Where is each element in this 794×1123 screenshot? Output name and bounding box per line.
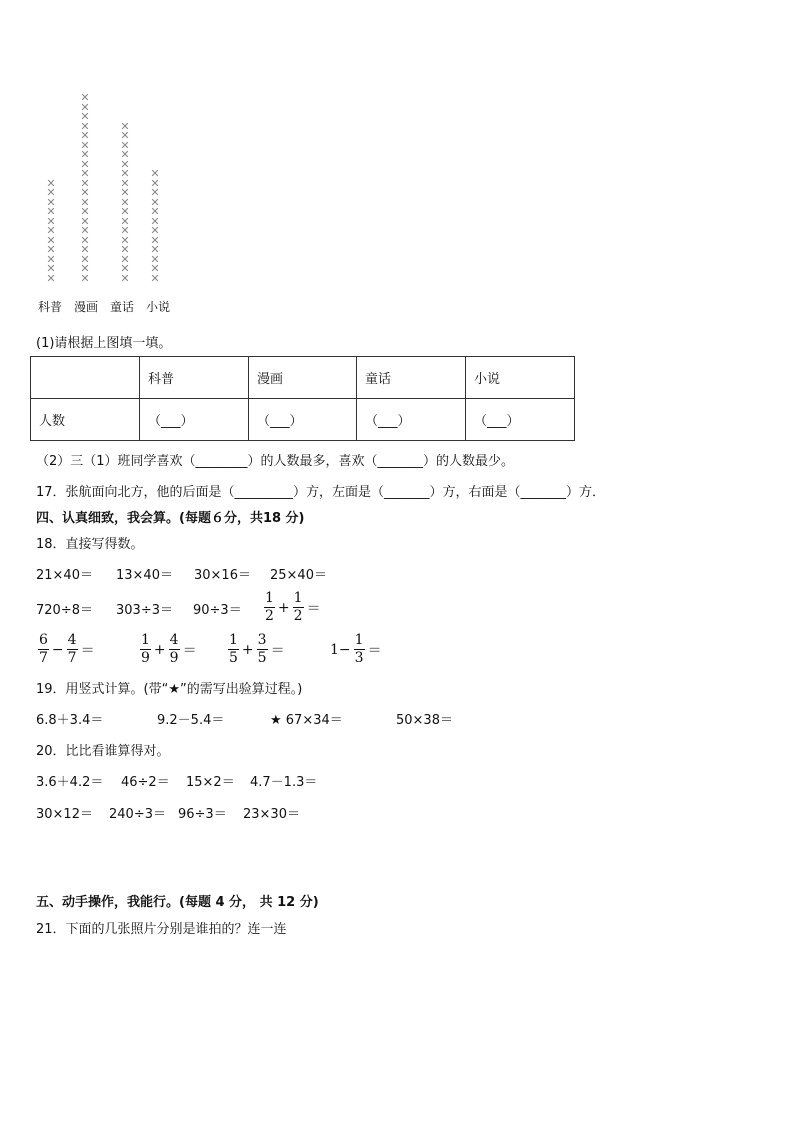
tally-mark-icon: ✕ bbox=[80, 271, 90, 285]
answer-blank[interactable]: （___） bbox=[140, 399, 249, 441]
q19-item: 9.2－5.4＝ bbox=[157, 713, 225, 728]
q21: 21．下面的几张照片分别是谁拍的？连一连 bbox=[36, 922, 287, 937]
tally-mark-icon: ✕ bbox=[120, 167, 130, 180]
section-4-heading: 四、认真细致，我会算。(每题６分，共18 分) bbox=[36, 511, 305, 526]
tally-mark-icon: ✕ bbox=[120, 262, 130, 275]
tally-mark-icon: ✕ bbox=[46, 195, 56, 209]
tally-mark-icon: ✕ bbox=[46, 224, 56, 237]
q20-item: 15×2＝ bbox=[186, 775, 235, 790]
q20-item: 4.7－1.3＝ bbox=[250, 775, 318, 790]
q18-item: 25×40＝ bbox=[270, 568, 327, 583]
q20-item: 3.6＋4.2＝ bbox=[36, 775, 104, 790]
tally-mark-icon: ✕ bbox=[120, 157, 130, 171]
tally-mark-icon: ✕ bbox=[150, 271, 160, 285]
q19-item: 6.8＋3.4＝ bbox=[36, 713, 104, 728]
tally-mark-icon: ✕ bbox=[120, 243, 130, 256]
q18-item: 303÷3＝ bbox=[116, 603, 173, 618]
tally-mark-icon: ✕ bbox=[150, 233, 160, 247]
tally-mark-icon: ✕ bbox=[120, 195, 130, 209]
tally-mark-icon: ✕ bbox=[120, 252, 130, 266]
tally-mark-icon: ✕ bbox=[46, 252, 56, 266]
tally-mark-icon: ✕ bbox=[80, 176, 90, 190]
table-header-cell: 漫画 bbox=[249, 357, 357, 399]
q18-item: 30×16＝ bbox=[194, 568, 251, 583]
tally-mark-icon: ✕ bbox=[150, 214, 160, 228]
tally-mark-icon: ✕ bbox=[120, 129, 130, 142]
tally-mark-icon: ✕ bbox=[150, 186, 160, 199]
table-row-label: 人数 bbox=[31, 399, 140, 441]
tally-mark-icon: ✕ bbox=[120, 119, 130, 133]
tally-mark-icon: ✕ bbox=[80, 91, 90, 104]
tally-mark-icon: ✕ bbox=[80, 252, 90, 266]
tally-mark-icon: ✕ bbox=[80, 262, 90, 275]
tally-mark-icon: ✕ bbox=[120, 205, 130, 218]
q16-part2: （2）三（1）班同学喜欢（________）的人数最多，喜欢（_______）的人数最少。 bbox=[36, 454, 515, 469]
answer-blank[interactable]: （___） bbox=[357, 399, 466, 441]
table-header-cell: 童话 bbox=[357, 357, 466, 399]
category-label-xiaoshuo: 小说 bbox=[146, 300, 171, 314]
tally-mark-icon: ✕ bbox=[46, 205, 56, 218]
tally-mark-icon: ✕ bbox=[80, 100, 90, 114]
q20-prompt: 20．比比看谁算得对。 bbox=[36, 744, 170, 759]
tally-mark-icon: ✕ bbox=[46, 262, 56, 275]
tally-mark-icon: ✕ bbox=[150, 195, 160, 209]
tally-mark-icon: ✕ bbox=[80, 148, 90, 161]
tally-mark-icon: ✕ bbox=[120, 214, 130, 228]
tally-mark-icon: ✕ bbox=[120, 224, 130, 237]
count-table bbox=[30, 356, 575, 441]
tally-mark-icon: ✕ bbox=[120, 176, 130, 190]
tally-mark-icon: ✕ bbox=[80, 129, 90, 142]
q20-item: 240÷3＝ bbox=[109, 807, 166, 822]
tally-mark-icon: ✕ bbox=[46, 214, 56, 228]
tally-mark-icon: ✕ bbox=[150, 262, 160, 275]
table-header-cell: 小说 bbox=[466, 357, 575, 399]
section-5-heading: 五、动手操作，我能行。(每题 4 分， 共 12 分) bbox=[36, 895, 319, 910]
tally-mark-icon: ✕ bbox=[46, 271, 56, 285]
answer-blank[interactable]: （___） bbox=[466, 399, 575, 441]
q20-item: 46÷2＝ bbox=[121, 775, 170, 790]
fraction-expression: $\frac{1}{5}$ + $\frac{3}{5}$ ＝ bbox=[229, 632, 285, 666]
q18-item: 90÷3＝ bbox=[193, 603, 242, 618]
q19-item: ★ 67×34＝ bbox=[270, 713, 343, 728]
tally-mark-icon: ✕ bbox=[80, 119, 90, 133]
fraction-expression: $\frac{1}{9}$ + $\frac{4}{9}$ ＝ bbox=[141, 632, 197, 666]
tally-mark-icon: ✕ bbox=[150, 176, 160, 190]
tally-mark-icon: ✕ bbox=[80, 205, 90, 218]
tally-mark-icon: ✕ bbox=[150, 167, 160, 180]
tally-mark-icon: ✕ bbox=[150, 205, 160, 218]
tally-mark-icon: ✕ bbox=[80, 214, 90, 228]
tally-mark-icon: ✕ bbox=[150, 224, 160, 237]
fraction-expression: $\frac{1}{2}$ + $\frac{1}{2}$ ＝ bbox=[265, 590, 321, 624]
table-header-cell bbox=[31, 357, 140, 399]
tally-mark-icon: ✕ bbox=[80, 186, 90, 199]
q18-prompt: 18．直接写得数。 bbox=[36, 537, 144, 552]
tally-mark-icon: ✕ bbox=[150, 243, 160, 256]
tally-mark-icon: ✕ bbox=[80, 195, 90, 209]
q19-prompt: 19．用竖式计算。(带“★”的需写出验算过程。) bbox=[36, 682, 303, 697]
tally-mark-icon: ✕ bbox=[46, 233, 56, 247]
table-row bbox=[31, 399, 575, 441]
fraction-expression: 1− $\frac{1}{3}$ ＝ bbox=[330, 632, 382, 666]
tally-mark-icon: ✕ bbox=[46, 243, 56, 256]
tally-mark-icon: ✕ bbox=[150, 252, 160, 266]
category-label-manhua: 漫画 bbox=[74, 300, 99, 314]
q18-item: 21×40＝ bbox=[36, 568, 93, 583]
tally-mark-icon: ✕ bbox=[120, 186, 130, 199]
tally-mark-icon: ✕ bbox=[80, 224, 90, 237]
tally-mark-icon: ✕ bbox=[80, 233, 90, 247]
q18-item: 720÷8＝ bbox=[36, 603, 93, 618]
tally-mark-icon: ✕ bbox=[120, 148, 130, 161]
q20-item: 96÷3＝ bbox=[178, 807, 227, 822]
table-header-row bbox=[31, 357, 575, 399]
q17: 17．张航面向北方，他的后面是（_________）方，左面是（_______）方，右面是（_______）方． bbox=[36, 485, 606, 500]
tally-mark-icon: ✕ bbox=[46, 176, 56, 190]
tally-mark-icon: ✕ bbox=[120, 271, 130, 285]
tally-mark-icon: ✕ bbox=[120, 233, 130, 247]
fraction-expression: $\frac{6}{7}$ − $\frac{4}{7}$ ＝ bbox=[39, 632, 95, 666]
q19-item: 50×38＝ bbox=[396, 713, 453, 728]
tally-mark-icon: ✕ bbox=[120, 138, 130, 152]
q16-part1-prompt: (1)请根据上图填一填。 bbox=[36, 336, 172, 351]
tally-mark-icon: ✕ bbox=[80, 138, 90, 152]
tally-mark-icon: ✕ bbox=[46, 186, 56, 199]
table-header-cell: 科普 bbox=[140, 357, 249, 399]
answer-blank[interactable]: （___） bbox=[249, 399, 357, 441]
tally-mark-icon: ✕ bbox=[80, 167, 90, 180]
q18-item: 13×40＝ bbox=[116, 568, 173, 583]
tally-mark-icon: ✕ bbox=[80, 157, 90, 171]
category-label-kepu: 科普 bbox=[38, 300, 63, 314]
tally-mark-icon: ✕ bbox=[80, 243, 90, 256]
q20-item: 23×30＝ bbox=[243, 807, 300, 822]
category-label-tonghua: 童话 bbox=[110, 300, 135, 314]
tally-mark-icon: ✕ bbox=[80, 110, 90, 123]
q20-item: 30×12＝ bbox=[36, 807, 93, 822]
